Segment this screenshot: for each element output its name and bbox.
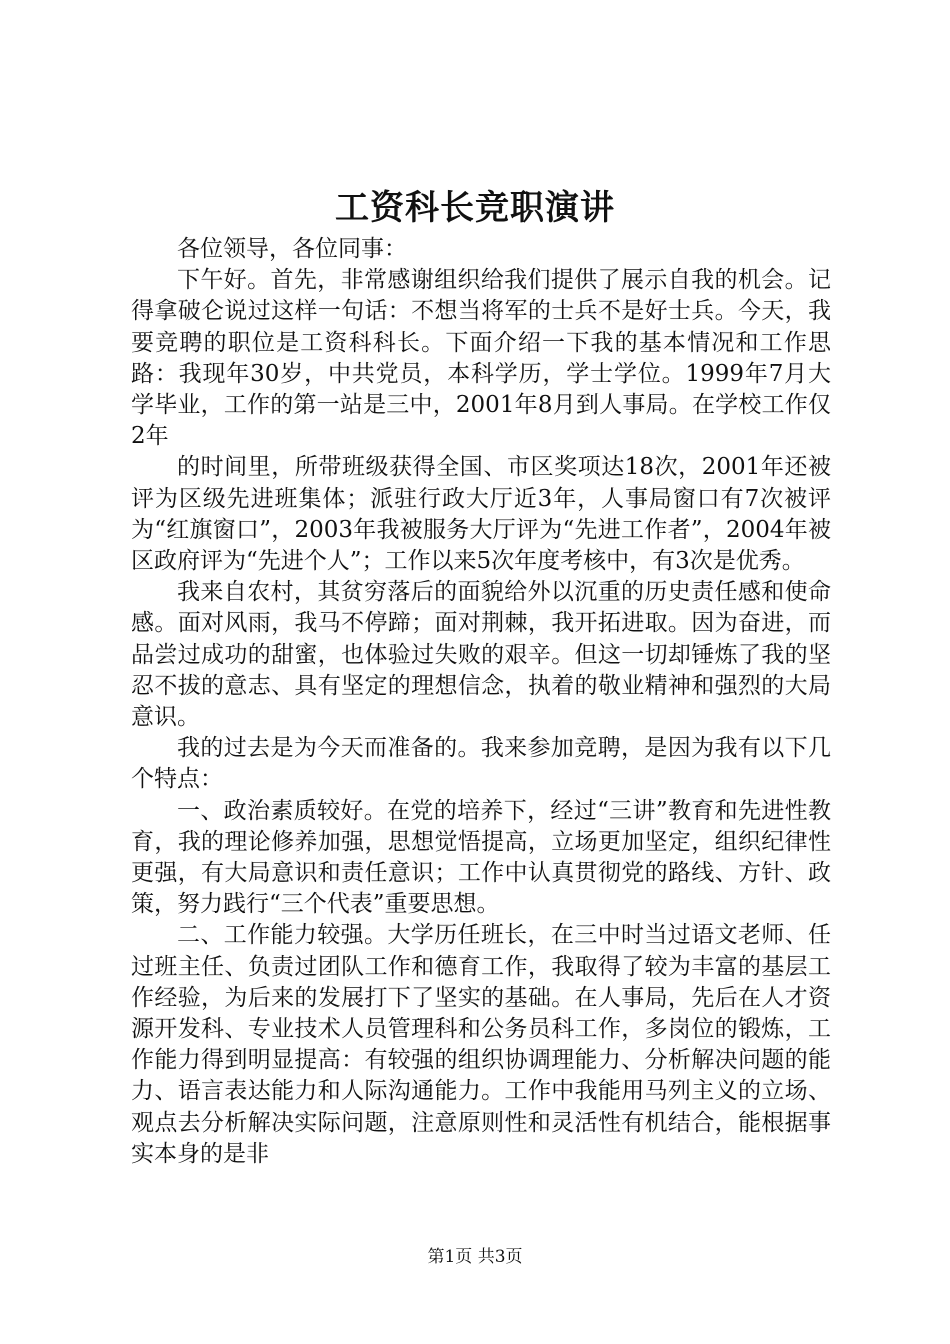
body-paragraph: 的时间里，所带班级获得全国、市区奖项达18次，2001年还被评为区级先进班集体；派驻行政大厅近3年，人事局窗口有7次被评为“红旗窗口”，2003年我被服务大厅评为“先进工作者”，2004年被区政府评为“先进个人”；工作以来5次年度考核中，有3次是优秀。: [131, 454, 831, 575]
body-paragraph: 我来自农村，其贫穷落后的面貌给外以沉重的历史责任感和使命感。面对风雨，我马不停蹄；面对荆棘，我开拓进取。因为奋进，而品尝过成功的甜蜜，也体验过失败的艰辛。但这一切却锤炼了我的坚忍不拔的意志、具有坚定的理想信念，执着的敬业精神和强烈的大局意识。: [131, 579, 831, 731]
body-paragraph: 一、政治素质较好。在党的培养下，经过“三讲”教育和先进性教育，我的理论修养加强，思想觉悟提高，立场更加坚定，组织纪律性更强，有大局意识和责任意识；工作中认真贯彻党的路线、方针、政策，努力践行“三个代表”重要思想。: [131, 797, 831, 918]
body-paragraph: 下午好。首先，非常感谢组织给我们提供了展示自我的机会。记得拿破仑说过这样一句话：不想当将军的士兵不是好士兵。今天，我要竞聘的职位是工资科科长。下面介绍一下我的基本情况和工作思路：我现年30岁，中共党员，本科学历，学士学位。1999年7月大学毕业，工作的第一站是三中，2001年8月到人事局。在学校工作仅2年: [131, 267, 831, 450]
document-title: 工资科长竞职演讲: [335, 188, 615, 228]
body-paragraph: 二、工作能力较强。大学历任班长，在三中时当过语文老师、任过班主任、负责过团队工作和德育工作，我取得了较为丰富的基层工作经验，为后来的发展打下了坚实的基础。在人事局，先后在人才资源开发科、专业技术人员管理科和公务员科工作，多岗位的锻炼，工作能力得到明显提高：有较强的组织协调理能力、分析解决问题的能力、语言表达能力和人际沟通能力。工作中我能用马列主义的立场、观点去分析解决实际问题，注意原则性和灵活性有机结合，能根据事实本身的是非: [131, 922, 831, 1167]
body-paragraph: 我的过去是为今天而准备的。我来参加竞聘，是因为我有以下几个特点：: [131, 735, 831, 793]
document-body: [131, 234, 831, 1170]
salutation-paragraph: 各位领导，各位同事：: [177, 236, 407, 262]
page-footer: 第1页 共3页: [427, 1247, 523, 1267]
